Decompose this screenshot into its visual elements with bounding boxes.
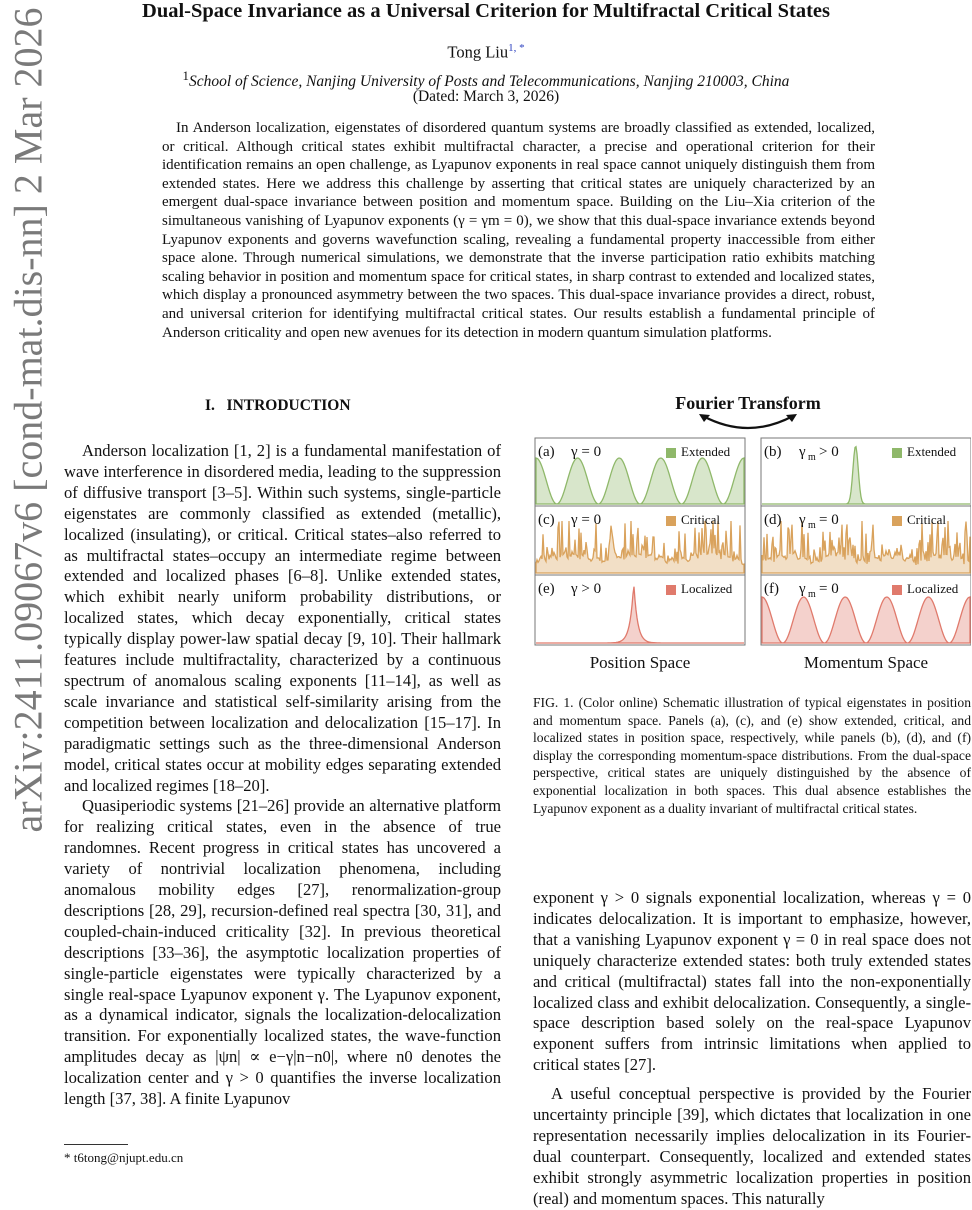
abstract: In Anderson localization, eigenstates of disordered quantum systems are broadly classified as extended, localized, or critical. Although critical states exhibit multifractal character, a precise and operational criterion for their identification remains an open challenge, as Lyapunov exponents in real space cannot uniquely distinguish them from extended states. Here we address this challenge by asserting that critical states are uniquely characterized by an emergent dual-space invariance between position and momentum space. Building on the Liu–Xia criterion of the simultaneous vanishing of Lyapunov exponents (γ = γm = 0), we show that this dual-space invariance extends beyond Lyapunov exponents and governs wavefunction scaling, revealing a fundamental property inaccessible from either space alone. Through numerical simulations, we demonstrate that the inverse participation ratio exhibits matching scaling behavior in position and momentum space for critical states, in sharp contrast to extended and localized states, which display a pronounced asymmetry between the two spaces. This dual-space invariance provides a direct, robust, and universal criterion for identifying multifractal critical states. Our results establish a fundamental principle of Anderson criticality and open new avenues for its detection in modern quantum simulation platforms. bbox=[162, 120, 875, 341]
panel-d-curve bbox=[762, 521, 970, 573]
panel-b-subscript: m bbox=[808, 452, 816, 463]
panel-b-relation: > 0 bbox=[819, 444, 839, 460]
panel-d-legend-swatch bbox=[892, 516, 902, 526]
arxiv-identifier: arXiv:2411.09067v6 [cond-mat.dis-nn] 2 Mar 2026 bbox=[5, 7, 51, 833]
panel-f-legend-swatch bbox=[892, 585, 902, 595]
section-number: I. bbox=[205, 397, 215, 414]
panel-b-state: Extended bbox=[907, 444, 957, 459]
panel-d-relation: = 0 bbox=[819, 512, 839, 528]
section-heading bbox=[205, 397, 351, 415]
panel-e-state: Localized bbox=[681, 581, 733, 596]
panel-a-tag: (a) bbox=[538, 444, 555, 460]
panel-f-relation: = 0 bbox=[819, 581, 839, 597]
panel-a-curve bbox=[536, 458, 744, 504]
panel-c-tag: (c) bbox=[538, 512, 555, 528]
panel-d-tag: (d) bbox=[764, 512, 782, 528]
panel-a-state: Extended bbox=[681, 444, 731, 459]
panel-f-subscript: m bbox=[808, 589, 816, 600]
panel-b-tag: (b) bbox=[764, 444, 782, 460]
right-column bbox=[533, 888, 971, 1210]
panel-e-condition: γ > 0 bbox=[571, 581, 602, 597]
panel-b-legend-swatch bbox=[892, 448, 902, 458]
momentum-space-label: Momentum Space bbox=[803, 653, 929, 672]
author-name: Tong Liu bbox=[447, 42, 509, 62]
intro-paragraph-2: Quasiperiodic systems [21–26] provide an alternative platform for realizing critical states, even in the absence of true randomnes. Recent progress in critical states has uncovered a variety of nontrivial localization phenomena, including anomalous mobility edges [27], renormalization-group descriptions [28, 29], recursion-defined real spectra [30, 31], and coupled-chain-induced criticality [32]. In previous theoretical descriptions [33–36], the asymptotic localization properties of single-particle eigenstates were typically characterized by a single real-space Lyapunov exponent γ. The Lyapunov exponent, as a dynamical indicator, signals the localization-delocalization transition. For exponentially localized states, the wave-function amplitudes decay as |ψn| ∝ e−γ|n−n0|, where n0 denotes the localization center and γ > 0 quantifies the inverse localization length [37, 38]. A finite Lyapunov bbox=[64, 796, 501, 1109]
arxiv-sidebar bbox=[0, 7, 60, 833]
panel-e-tag: (e) bbox=[538, 581, 555, 597]
panel-f-symbol: γ bbox=[799, 581, 806, 597]
panel-c-curve bbox=[536, 521, 744, 573]
panel-d-subscript: m bbox=[808, 520, 816, 531]
panel-c-condition: γ = 0 bbox=[571, 512, 602, 528]
panel-f-curve bbox=[762, 597, 970, 643]
author-line bbox=[0, 42, 972, 63]
left-column bbox=[64, 441, 501, 1110]
position-space-label: Position Space bbox=[589, 653, 691, 672]
dated-line: (Dated: March 3, 2026) bbox=[412, 88, 560, 105]
panel-e-legend-swatch bbox=[666, 585, 676, 595]
footnote[interactable]: * t6tong@njupt.edu.cn bbox=[64, 1150, 184, 1165]
panel-c-state: Critical bbox=[681, 512, 720, 527]
section-title: INTRODUCTION bbox=[226, 397, 351, 414]
panel-b-symbol: γ bbox=[799, 444, 806, 460]
panel-d-state: Critical bbox=[907, 512, 946, 527]
figure-1 bbox=[533, 390, 971, 680]
col2-paragraph-2: A useful conceptual perspective is provided by the Fourier uncertainty principle [39], which dictates that localization in one representation necessarily implies delocalization in its Fourier-dual counterpart. Consequently, localized and extended states exhibit strongly asymmetric localization properties in position (real) and momentum spaces. This naturally bbox=[533, 1084, 971, 1208]
figure-caption: FIG. 1. (Color online) Schematic illustration of typical eigenstates in position and momentum space. Panels (a), (c), and (e) show extended, critical, and localized states in position space, respectively, while panels (b), (d), and (f) display the corresponding momentum-space distributions. From the dual-space perspective, critical states are uniquely distinguished by the absence of exponential localization in both spaces. This dual absence establishes the Lyapunov exponent as a duality invariant of multifractal critical states. bbox=[533, 695, 971, 816]
affiliation-mark: 1 bbox=[182, 68, 189, 83]
panel-a-legend-swatch bbox=[666, 448, 676, 458]
panel-d-symbol: γ bbox=[799, 512, 806, 528]
panel-f-state: Localized bbox=[907, 581, 959, 596]
panel-f-tag: (f) bbox=[764, 581, 779, 597]
author-marks[interactable]: 1, * bbox=[508, 42, 525, 54]
panel-a-condition: γ = 0 bbox=[571, 444, 602, 460]
panel-c-legend-swatch bbox=[666, 516, 676, 526]
col2-paragraph-1: exponent γ > 0 signals exponential localization, whereas γ = 0 indicates delocalization. It is important to emphasize, however, that a vanishing Lyapunov exponent γ = 0 in real space does not uniquely characterize extended states: both truly extended states and critical (multifractal) states fall into the non-exponentially localized class and exhibit delocalization. Consequently, a single-space description based solely on the real-space Lyapunov exponent suffers from intrinsic limitations when applied to critical states [27]. bbox=[533, 888, 971, 1075]
affiliation-text: School of Science, Nanjing University of Posts and Telecommunications, Nanjing 210003, China bbox=[189, 73, 790, 91]
paper-title: Dual-Space Invariance as a Universal Criterion for Multifractal Critical States bbox=[142, 0, 830, 22]
fourier-transform-label: Fourier Transform bbox=[675, 393, 821, 413]
footnote-rule bbox=[64, 1144, 128, 1145]
figure-1-graphic bbox=[533, 390, 971, 680]
intro-paragraph-1: Anderson localization [1, 2] is a fundamental manifestation of wave interference in disordered media, leading to the suppression of diffusive transport [3–5]. Within such systems, single-particle eigenstates are commonly classified as extended (metallic), localized (insulating), or critical. Critical states–also referred to as multifractal states–occupy an intermediate regime between extended and localized phases [6–8]. Unlike extended states, which exhibit nearly uniform probability distributions, or localized states, which decay exponentially, critical states typically display power-law spatial decay [9, 10]. Their hallmark features include multifractality, characterized by a continuous spectrum of anomalous scaling exponents [11–14], as well as scale invariance and statistical self-similarity arising from the competition between localization and delocalization [15–17]. In paradigmatic settings such as the three-dimensional Anderson model, critical states occur at mobility edges separating extended and localized regimes [18–20]. bbox=[64, 441, 501, 795]
